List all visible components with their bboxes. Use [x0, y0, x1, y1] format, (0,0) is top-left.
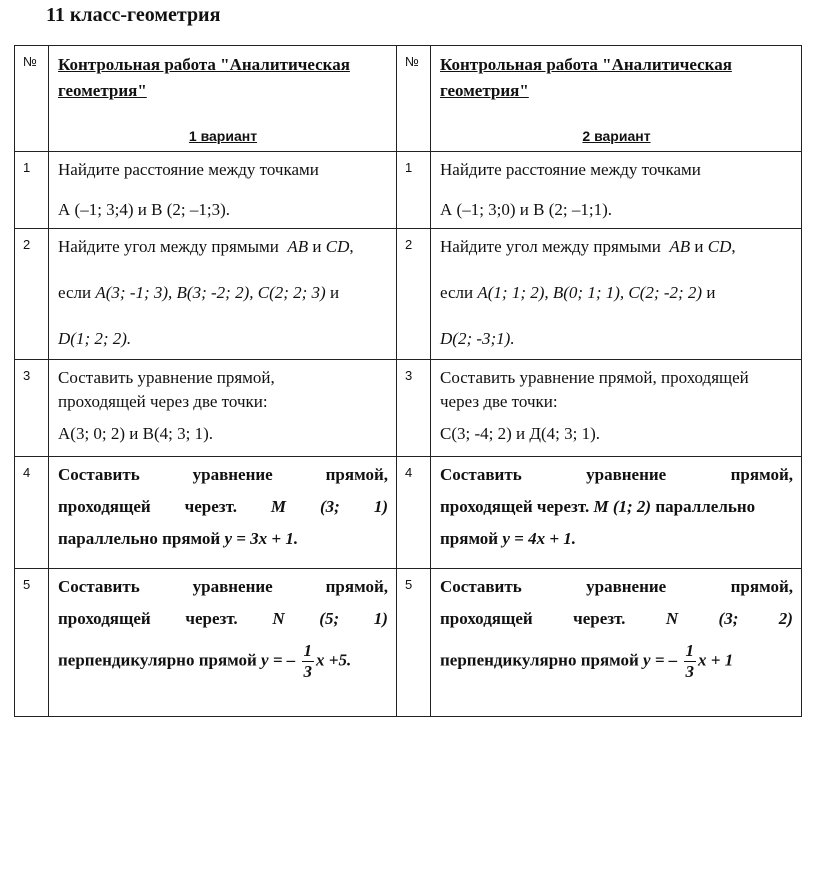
task-text: проходящей черезт. M (3; 1): [58, 497, 388, 516]
task-5-variant-1: [49, 569, 397, 717]
task-text: Составить уравнение прямой,: [440, 577, 793, 596]
task-text: проходящей черезт. N (5; 1): [58, 609, 388, 628]
task-text: проходящей черезт. M (1; 2) параллельно: [440, 497, 756, 516]
task-text: Найдите угол между прямыми AB и CD,: [58, 237, 354, 256]
task-number: 1: [15, 152, 49, 229]
task-number: 3: [397, 360, 431, 457]
task-2-variant-1: [49, 229, 397, 360]
header-row: [15, 46, 802, 152]
task-1-variant-2: [431, 152, 802, 229]
task-text: D(2; -3;1).: [440, 329, 515, 348]
task-text: Найдите расстояние между точками: [58, 160, 319, 179]
task-row: [15, 360, 802, 457]
task-3-variant-1: [49, 360, 397, 457]
task-number: 5: [397, 569, 431, 717]
task-row: [15, 229, 802, 360]
variant-2-label: 2 вариант: [582, 128, 651, 144]
task-row: [15, 569, 802, 717]
task-text: Составить уравнение прямой,: [440, 465, 793, 484]
task-text: Найдите расстояние между точками: [440, 160, 701, 179]
task-text: А(3; 0; 2) и В(4; 3; 1).: [58, 424, 214, 443]
task-row: [15, 457, 802, 569]
task-number: 1: [397, 152, 431, 229]
task-number: 3: [15, 360, 49, 457]
task-text: параллельно прямой y = 3x + 1.: [58, 529, 299, 548]
task-number: 2: [397, 229, 431, 360]
variant-1-header: [49, 46, 397, 152]
task-text: Составить уравнение прямой,: [58, 465, 388, 484]
task-text: Составить уравнение прямой,: [58, 577, 388, 596]
task-4-variant-1: [49, 457, 397, 569]
task-text: прямой y = 4x + 1.: [440, 529, 577, 548]
page-title: 11 класс-геометрия: [46, 4, 221, 26]
task-text: проходящей черезт. N (3; 2): [440, 609, 793, 628]
variant-1-label: 1 вариант: [188, 128, 258, 144]
task-text: через две точки:: [440, 392, 558, 411]
task-text: Найдите угол между прямыми AB и CD,: [440, 237, 736, 256]
fraction: $\frac{1}{3}$: [303, 641, 313, 681]
task-text: если A(3; -1; 3), B(3; -2; 2), C(2; 2; 3) и: [58, 283, 340, 302]
fraction: $\frac{1}{3}$: [685, 641, 695, 681]
task-number: 4: [15, 457, 49, 569]
task-3-variant-2: [431, 360, 802, 457]
task-text: А (–1; 3;4) и В (2; –1;3).: [58, 200, 231, 219]
test-title-2: Контрольная работа "Аналитическая геометрия": [440, 55, 732, 100]
num-header-2: №: [397, 46, 431, 152]
variant-2-header: [431, 46, 802, 152]
test-title-1: Контрольная работа "Аналитическая геометрия": [58, 55, 350, 100]
task-1-variant-1: [49, 152, 397, 229]
task-text: Составить уравнение прямой,: [58, 368, 275, 387]
task-text: если A(1; 1; 2), B(0; 1; 1), C(2; -2; 2) и: [440, 283, 716, 302]
task-text: Составить уравнение прямой, проходящей: [440, 368, 749, 387]
task-text: перпендикулярно прямой y = – $\frac{1}{3}$ x + 1: [440, 641, 734, 681]
task-text: С(3; -4; 2) и Д(4; 3; 1).: [440, 424, 600, 443]
task-text: проходящей через две точки:: [58, 392, 268, 411]
num-header-1: №: [15, 46, 49, 152]
task-text: D(1; 2; 2).: [58, 329, 132, 348]
task-number: 2: [15, 229, 49, 360]
task-text: перпендикулярно прямой y = – $\frac{1}{3}$ x +5.: [58, 641, 352, 681]
task-4-variant-2: [431, 457, 802, 569]
test-table: [14, 45, 802, 717]
task-row: [15, 152, 802, 229]
task-number: 4: [397, 457, 431, 569]
task-2-variant-2: [431, 229, 802, 360]
task-text: А (–1; 3;0) и В (2; –1;1).: [440, 200, 613, 219]
task-5-variant-2: [431, 569, 802, 717]
task-number: 5: [15, 569, 49, 717]
